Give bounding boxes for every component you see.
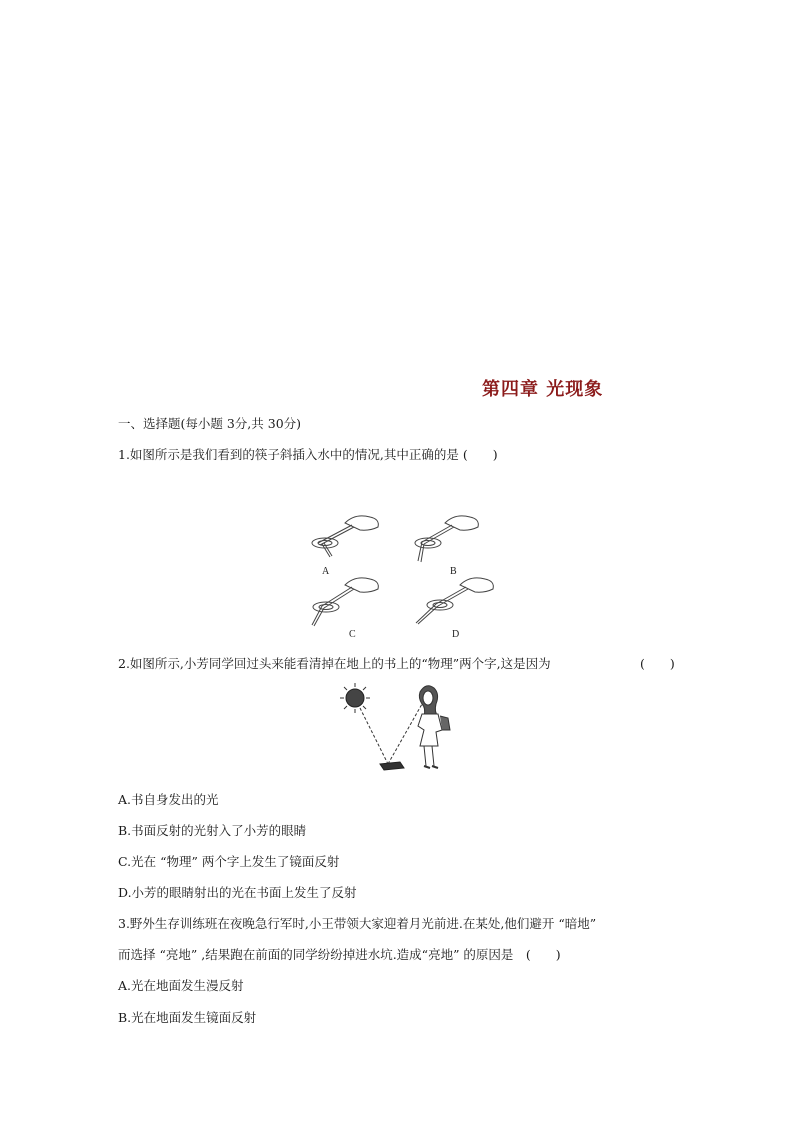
question-3-stem-line1: 3.野外生存训练班在夜晚急行军时,小王带领大家迎着月光前进.在某处,他们避开 “暗地”: [118, 916, 597, 931]
figure-c-hand-chopstick: [312, 578, 378, 626]
chapter-title: 第四章 光现象: [482, 379, 604, 400]
q2-option-b: B.书面反射的光射入了小芳的眼睛: [118, 823, 307, 838]
figure-label-a: A: [322, 566, 330, 577]
sun-icon: [340, 683, 370, 713]
q1-figure: [300, 505, 500, 640]
figure-a-hand-chopstick: [312, 516, 378, 557]
q3-option-a: A.光在地面发生漫反射: [118, 978, 244, 993]
q3-option-b: B.光在地面发生镜面反射: [118, 1010, 257, 1025]
figure-b-hand-chopstick: [415, 516, 478, 562]
girl-figure: [418, 686, 450, 768]
question-2-stem: 2.如图所示,小芳同学回过头来能看清掉在地上的书上的“物理”两个字,这是因为: [118, 656, 551, 671]
q2-option-d: D.小芳的眼睛射出的光在书面上发生了反射: [118, 885, 357, 900]
figure-label-d: D: [452, 629, 460, 640]
q2-figure: [338, 680, 468, 780]
figure-label-c: C: [349, 629, 356, 640]
q2-option-c: C.光在 “物理” 两个字上发生了镜面反射: [118, 854, 340, 869]
question-2-blank: ( ): [640, 656, 675, 671]
question-1-stem: 1.如图所示是我们看到的筷子斜插入水中的情况,其中正确的是 ( ): [118, 447, 498, 462]
figure-d-hand-chopstick: [416, 578, 493, 624]
q2-option-a: A.书自身发出的光: [118, 792, 219, 807]
question-3-stem-line2: 而选择 “亮地” ,结果跑在前面的同学纷纷掉进水坑.造成“亮地” 的原因是 ( ): [118, 947, 561, 962]
section-heading: 一、选择题(每小题 3分,共 30分): [118, 416, 302, 431]
book-icon: [380, 762, 404, 770]
figure-label-b: B: [450, 566, 457, 577]
